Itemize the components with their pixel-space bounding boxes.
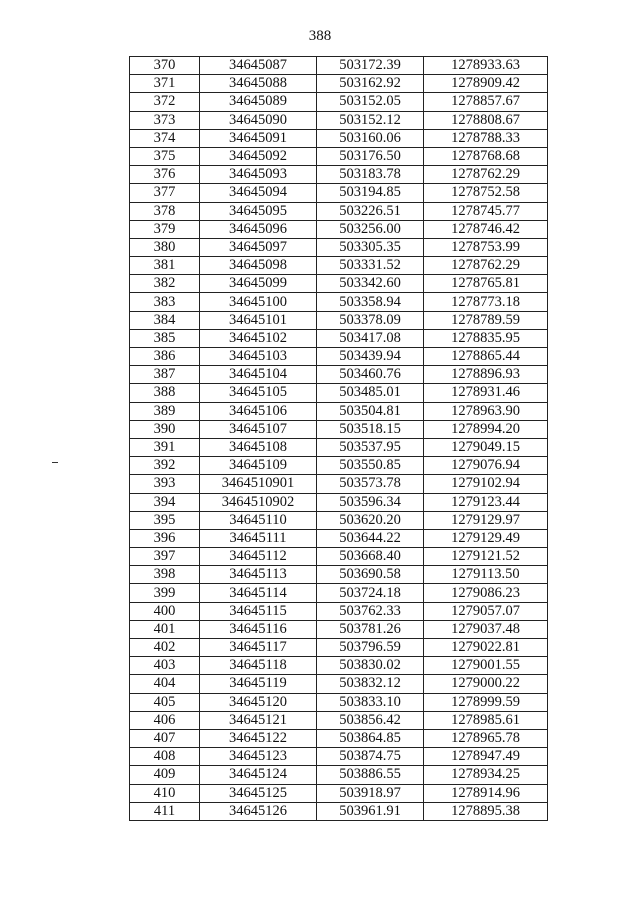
y-coordinate-cell: 1279000.22 xyxy=(424,675,548,693)
x-coordinate-cell: 503152.05 xyxy=(317,93,424,111)
point-id-cell: 34645105 xyxy=(200,384,317,402)
point-id-cell: 34645109 xyxy=(200,457,317,475)
table-row xyxy=(130,57,548,75)
point-id-cell: 34645121 xyxy=(200,711,317,729)
point-id-cell: 34645122 xyxy=(200,729,317,747)
table-row xyxy=(130,329,548,347)
y-coordinate-cell: 1279022.81 xyxy=(424,639,548,657)
y-coordinate-cell: 1279123.44 xyxy=(424,493,548,511)
point-number-cell: 406 xyxy=(130,711,200,729)
table-row xyxy=(130,602,548,620)
point-id-cell: 34645094 xyxy=(200,184,317,202)
point-number-cell: 390 xyxy=(130,420,200,438)
point-number-cell: 407 xyxy=(130,729,200,747)
point-number-cell: 410 xyxy=(130,784,200,802)
table-row xyxy=(130,802,548,820)
table-row xyxy=(130,639,548,657)
x-coordinate-cell: 503194.85 xyxy=(317,184,424,202)
point-id-cell: 34645087 xyxy=(200,57,317,75)
table-row xyxy=(130,493,548,511)
y-coordinate-cell: 1278762.29 xyxy=(424,257,548,275)
table-row xyxy=(130,657,548,675)
x-coordinate-cell: 503724.18 xyxy=(317,584,424,602)
point-id-cell: 34645104 xyxy=(200,366,317,384)
y-coordinate-cell: 1278931.46 xyxy=(424,384,548,402)
point-id-cell: 34645100 xyxy=(200,293,317,311)
table-row xyxy=(130,729,548,747)
point-id-cell: 34645108 xyxy=(200,438,317,456)
margin-mark xyxy=(52,462,58,463)
y-coordinate-cell: 1279113.50 xyxy=(424,566,548,584)
table-row xyxy=(130,202,548,220)
x-coordinate-cell: 503644.22 xyxy=(317,529,424,547)
point-number-cell: 372 xyxy=(130,93,200,111)
y-coordinate-cell: 1278773.18 xyxy=(424,293,548,311)
table-row xyxy=(130,220,548,238)
table-row xyxy=(130,166,548,184)
x-coordinate-cell: 503504.81 xyxy=(317,402,424,420)
point-id-cell: 34645097 xyxy=(200,238,317,256)
point-id-cell: 34645113 xyxy=(200,566,317,584)
y-coordinate-cell: 1278896.93 xyxy=(424,366,548,384)
table-row xyxy=(130,420,548,438)
table-row xyxy=(130,366,548,384)
point-id-cell: 34645119 xyxy=(200,675,317,693)
y-coordinate-cell: 1278752.58 xyxy=(424,184,548,202)
x-coordinate-cell: 503796.59 xyxy=(317,639,424,657)
point-number-cell: 405 xyxy=(130,693,200,711)
table-row xyxy=(130,293,548,311)
point-number-cell: 394 xyxy=(130,493,200,511)
point-id-cell: 34645093 xyxy=(200,166,317,184)
point-number-cell: 370 xyxy=(130,57,200,75)
x-coordinate-cell: 503864.85 xyxy=(317,729,424,747)
x-coordinate-cell: 503537.95 xyxy=(317,438,424,456)
y-coordinate-cell: 1278985.61 xyxy=(424,711,548,729)
y-coordinate-cell: 1278768.68 xyxy=(424,147,548,165)
x-coordinate-cell: 503378.09 xyxy=(317,311,424,329)
x-coordinate-cell: 503256.00 xyxy=(317,220,424,238)
x-coordinate-cell: 503342.60 xyxy=(317,275,424,293)
x-coordinate-cell: 503781.26 xyxy=(317,620,424,638)
table-row xyxy=(130,438,548,456)
point-number-cell: 374 xyxy=(130,129,200,147)
y-coordinate-cell: 1278914.96 xyxy=(424,784,548,802)
table-row xyxy=(130,384,548,402)
table-row xyxy=(130,93,548,111)
point-id-cell: 34645096 xyxy=(200,220,317,238)
table-row xyxy=(130,548,548,566)
point-number-cell: 371 xyxy=(130,75,200,93)
point-number-cell: 391 xyxy=(130,438,200,456)
point-id-cell: 34645116 xyxy=(200,620,317,638)
y-coordinate-cell: 1279129.97 xyxy=(424,511,548,529)
point-number-cell: 387 xyxy=(130,366,200,384)
point-number-cell: 382 xyxy=(130,275,200,293)
x-coordinate-cell: 503918.97 xyxy=(317,784,424,802)
x-coordinate-cell: 503833.10 xyxy=(317,693,424,711)
y-coordinate-cell: 1279057.07 xyxy=(424,602,548,620)
point-id-cell: 34645111 xyxy=(200,529,317,547)
point-id-cell: 34645089 xyxy=(200,93,317,111)
point-id-cell: 34645112 xyxy=(200,548,317,566)
table-row xyxy=(130,402,548,420)
x-coordinate-cell: 503550.85 xyxy=(317,457,424,475)
point-number-cell: 373 xyxy=(130,111,200,129)
y-coordinate-cell: 1278963.90 xyxy=(424,402,548,420)
y-coordinate-cell: 1278789.59 xyxy=(424,311,548,329)
x-coordinate-cell: 503152.12 xyxy=(317,111,424,129)
y-coordinate-cell: 1278965.78 xyxy=(424,729,548,747)
x-coordinate-cell: 503358.94 xyxy=(317,293,424,311)
point-number-cell: 402 xyxy=(130,639,200,657)
point-id-cell: 34645106 xyxy=(200,402,317,420)
table-row xyxy=(130,147,548,165)
point-number-cell: 381 xyxy=(130,257,200,275)
point-id-cell: 3464510901 xyxy=(200,475,317,493)
x-coordinate-cell: 503460.76 xyxy=(317,366,424,384)
y-coordinate-cell: 1278865.44 xyxy=(424,348,548,366)
table-row xyxy=(130,620,548,638)
point-number-cell: 401 xyxy=(130,620,200,638)
x-coordinate-cell: 503417.08 xyxy=(317,329,424,347)
point-id-cell: 34645115 xyxy=(200,602,317,620)
coordinates-table xyxy=(129,56,548,821)
point-number-cell: 403 xyxy=(130,657,200,675)
point-number-cell: 389 xyxy=(130,402,200,420)
point-number-cell: 379 xyxy=(130,220,200,238)
table-row xyxy=(130,766,548,784)
y-coordinate-cell: 1278762.29 xyxy=(424,166,548,184)
point-number-cell: 388 xyxy=(130,384,200,402)
table-row xyxy=(130,111,548,129)
x-coordinate-cell: 503331.52 xyxy=(317,257,424,275)
point-number-cell: 384 xyxy=(130,311,200,329)
y-coordinate-cell: 1278835.95 xyxy=(424,329,548,347)
point-id-cell: 34645110 xyxy=(200,511,317,529)
point-number-cell: 399 xyxy=(130,584,200,602)
point-number-cell: 392 xyxy=(130,457,200,475)
x-coordinate-cell: 503830.02 xyxy=(317,657,424,675)
y-coordinate-cell: 1278808.67 xyxy=(424,111,548,129)
x-coordinate-cell: 503690.58 xyxy=(317,566,424,584)
x-coordinate-cell: 503305.35 xyxy=(317,238,424,256)
x-coordinate-cell: 503620.20 xyxy=(317,511,424,529)
y-coordinate-cell: 1279049.15 xyxy=(424,438,548,456)
y-coordinate-cell: 1278895.38 xyxy=(424,802,548,820)
point-id-cell: 34645101 xyxy=(200,311,317,329)
point-number-cell: 376 xyxy=(130,166,200,184)
point-id-cell: 34645118 xyxy=(200,657,317,675)
y-coordinate-cell: 1278788.33 xyxy=(424,129,548,147)
x-coordinate-cell: 503183.78 xyxy=(317,166,424,184)
point-id-cell: 34645117 xyxy=(200,639,317,657)
point-id-cell: 34645107 xyxy=(200,420,317,438)
x-coordinate-cell: 503160.06 xyxy=(317,129,424,147)
point-number-cell: 398 xyxy=(130,566,200,584)
point-id-cell: 34645095 xyxy=(200,202,317,220)
point-id-cell: 34645103 xyxy=(200,348,317,366)
x-coordinate-cell: 503856.42 xyxy=(317,711,424,729)
y-coordinate-cell: 1278857.67 xyxy=(424,93,548,111)
y-coordinate-cell: 1278909.42 xyxy=(424,75,548,93)
y-coordinate-cell: 1279102.94 xyxy=(424,475,548,493)
table-row xyxy=(130,711,548,729)
point-id-cell: 34645125 xyxy=(200,784,317,802)
point-id-cell: 34645092 xyxy=(200,147,317,165)
point-number-cell: 404 xyxy=(130,675,200,693)
point-number-cell: 400 xyxy=(130,602,200,620)
y-coordinate-cell: 1278999.59 xyxy=(424,693,548,711)
table-row xyxy=(130,129,548,147)
x-coordinate-cell: 503162.92 xyxy=(317,75,424,93)
point-id-cell: 34645114 xyxy=(200,584,317,602)
y-coordinate-cell: 1279037.48 xyxy=(424,620,548,638)
point-id-cell: 34645124 xyxy=(200,766,317,784)
table-row xyxy=(130,584,548,602)
x-coordinate-cell: 503874.75 xyxy=(317,748,424,766)
point-id-cell: 34645123 xyxy=(200,748,317,766)
point-id-cell: 34645126 xyxy=(200,802,317,820)
point-id-cell: 34645091 xyxy=(200,129,317,147)
point-number-cell: 396 xyxy=(130,529,200,547)
table-row xyxy=(130,748,548,766)
x-coordinate-cell: 503886.55 xyxy=(317,766,424,784)
page-number: 388 xyxy=(308,28,332,44)
x-coordinate-cell: 503518.15 xyxy=(317,420,424,438)
y-coordinate-cell: 1279121.52 xyxy=(424,548,548,566)
point-id-cell: 34645098 xyxy=(200,257,317,275)
table-row xyxy=(130,675,548,693)
table-row xyxy=(130,75,548,93)
point-number-cell: 385 xyxy=(130,329,200,347)
y-coordinate-cell: 1278745.77 xyxy=(424,202,548,220)
y-coordinate-cell: 1279076.94 xyxy=(424,457,548,475)
x-coordinate-cell: 503573.78 xyxy=(317,475,424,493)
x-coordinate-cell: 503176.50 xyxy=(317,147,424,165)
table-row xyxy=(130,311,548,329)
point-id-cell: 34645090 xyxy=(200,111,317,129)
point-number-cell: 377 xyxy=(130,184,200,202)
point-number-cell: 395 xyxy=(130,511,200,529)
table-row xyxy=(130,784,548,802)
y-coordinate-cell: 1278765.81 xyxy=(424,275,548,293)
y-coordinate-cell: 1278933.63 xyxy=(424,57,548,75)
table-row xyxy=(130,529,548,547)
y-coordinate-cell: 1278934.25 xyxy=(424,766,548,784)
point-number-cell: 397 xyxy=(130,548,200,566)
table-row xyxy=(130,693,548,711)
y-coordinate-cell: 1278947.49 xyxy=(424,748,548,766)
x-coordinate-cell: 503961.91 xyxy=(317,802,424,820)
x-coordinate-cell: 503596.34 xyxy=(317,493,424,511)
table-row xyxy=(130,475,548,493)
y-coordinate-cell: 1278753.99 xyxy=(424,238,548,256)
x-coordinate-cell: 503172.39 xyxy=(317,57,424,75)
point-number-cell: 393 xyxy=(130,475,200,493)
y-coordinate-cell: 1279129.49 xyxy=(424,529,548,547)
table-row xyxy=(130,511,548,529)
point-id-cell: 34645102 xyxy=(200,329,317,347)
x-coordinate-cell: 503832.12 xyxy=(317,675,424,693)
point-number-cell: 409 xyxy=(130,766,200,784)
table-row xyxy=(130,275,548,293)
point-id-cell: 34645088 xyxy=(200,75,317,93)
point-number-cell: 380 xyxy=(130,238,200,256)
point-number-cell: 378 xyxy=(130,202,200,220)
table-row xyxy=(130,457,548,475)
y-coordinate-cell: 1278746.42 xyxy=(424,220,548,238)
table-row xyxy=(130,184,548,202)
y-coordinate-cell: 1279086.23 xyxy=(424,584,548,602)
y-coordinate-cell: 1279001.55 xyxy=(424,657,548,675)
point-number-cell: 383 xyxy=(130,293,200,311)
point-id-cell: 34645120 xyxy=(200,693,317,711)
table-row xyxy=(130,257,548,275)
table-row xyxy=(130,348,548,366)
x-coordinate-cell: 503226.51 xyxy=(317,202,424,220)
point-number-cell: 408 xyxy=(130,748,200,766)
table-row xyxy=(130,238,548,256)
x-coordinate-cell: 503762.33 xyxy=(317,602,424,620)
point-number-cell: 411 xyxy=(130,802,200,820)
point-number-cell: 386 xyxy=(130,348,200,366)
point-id-cell: 34645099 xyxy=(200,275,317,293)
x-coordinate-cell: 503485.01 xyxy=(317,384,424,402)
x-coordinate-cell: 503439.94 xyxy=(317,348,424,366)
table-row xyxy=(130,566,548,584)
point-id-cell: 3464510902 xyxy=(200,493,317,511)
point-number-cell: 375 xyxy=(130,147,200,165)
coordinates-table-body xyxy=(130,57,548,821)
x-coordinate-cell: 503668.40 xyxy=(317,548,424,566)
y-coordinate-cell: 1278994.20 xyxy=(424,420,548,438)
